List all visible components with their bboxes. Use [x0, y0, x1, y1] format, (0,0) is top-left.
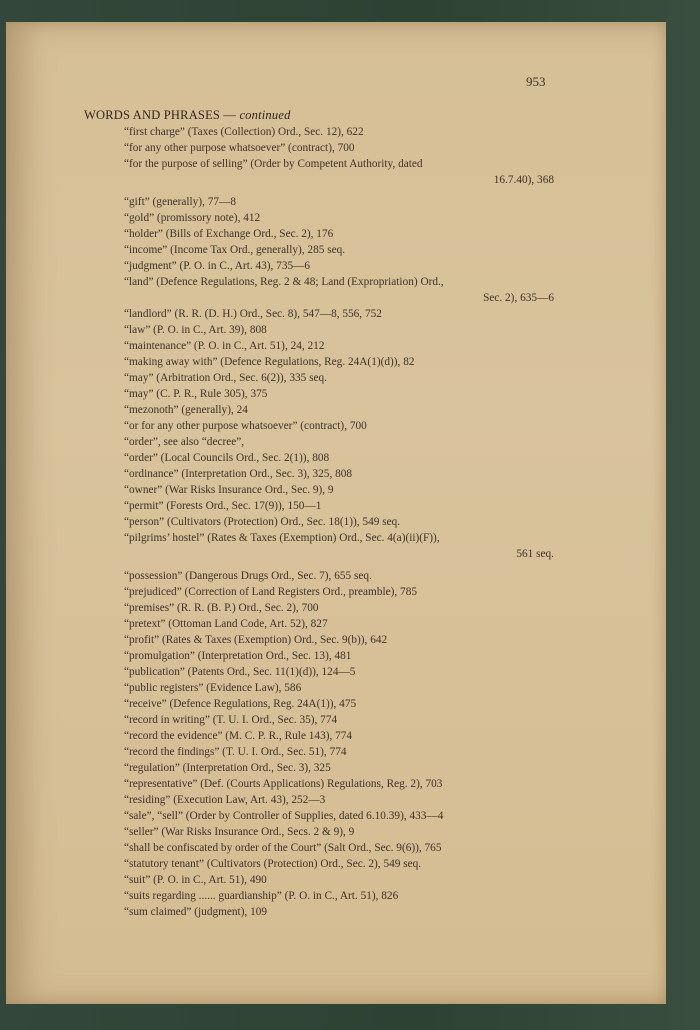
index-entry: “person” (Cultivators (Protection) Ord., Sec. 18(1)), 549 seq. — [124, 516, 401, 528]
index-entry: “order”, see also “decree”, — [124, 436, 245, 448]
index-entry-continuation: 561 seq. — [516, 548, 554, 560]
index-entry: “may” (Arbitration Ord., Sec. 6(2)), 335 seq. — [124, 372, 327, 384]
index-entry: “sum claimed” (judgment), 109 — [124, 906, 268, 918]
index-entry: “ordinance” (Interpretation Ord., Sec. 3), 325, 808 — [124, 468, 353, 480]
index-entry: “record the evidence” (M. C. P. R., Rule 143), 774 — [124, 730, 353, 742]
index-entry: “public registers” (Evidence Law), 586 — [124, 682, 302, 694]
index-entry: “regulation” (Interpretation Ord., Sec. 3), 325 — [124, 762, 331, 774]
index-entry: “promulgation” (Interpretation Ord., Sec. 13), 481 — [124, 650, 352, 662]
index-entry: “law” (P. O. in C., Art. 39), 808 — [124, 324, 267, 336]
index-entry: “prejudiced” (Correction of Land Registers Ord., preamble), 785 — [124, 586, 417, 598]
book-page — [6, 22, 666, 1004]
index-entries — [124, 124, 554, 920]
index-entry: “judgment” (P. O. in C., Art. 43), 735—6 — [124, 260, 311, 272]
index-entry: “premises” (R. R. (B. P.) Ord., Sec. 2), 700 — [124, 602, 319, 614]
index-entry: “suits regarding ...... guardianship” (P. O. in C., Art. 51), 826 — [124, 890, 399, 902]
index-entry: “income” (Income Tax Ord., generally), 285 seq. — [124, 244, 346, 256]
index-entry: “may” (C. P. R., Rule 305), 375 — [124, 388, 268, 400]
heading-separator: — — [220, 108, 240, 122]
index-entry: “publication” (Patents Ord., Sec. 11(1)(d)), 124—5 — [124, 666, 356, 678]
heading-continued: continued — [239, 108, 291, 122]
heading-title: WORDS AND PHRASES — [84, 108, 221, 122]
index-entry-continuation: 16.7.40), 368 — [493, 174, 554, 186]
index-entry: “possession” (Dangerous Drugs Ord., Sec. 7), 655 seq. — [124, 570, 372, 582]
index-entry: “making away with” (Defence Regulations, Reg. 24A(1)(d)), 82 — [124, 356, 415, 368]
index-entry: “sale”, “sell” (Order by Controller of Supplies, dated 6.10.39), 433—4 — [124, 810, 444, 822]
index-entry: “pretext” (Ottoman Land Code, Art. 52), 827 — [124, 618, 328, 630]
index-entry: “maintenance” (P. O. in C., Art. 51), 24, 212 — [124, 340, 325, 352]
index-entry: “record in writing” (T. U. I. Ord., Sec. 35), 774 — [124, 714, 338, 726]
index-entry: “for the purpose of selling” (Order by Competent Authority, dated — [124, 158, 423, 170]
index-entry: “order” (Local Councils Ord., Sec. 2(1)), 808 — [124, 452, 330, 464]
index-entry: “permit” (Forests Ord., Sec. 17(9)), 150—1 — [124, 500, 322, 512]
index-entry: “land” (Defence Regulations, Reg. 2 & 48; Land (Expropriation) Ord., — [124, 276, 444, 288]
index-entry: “suit” (P. O. in C., Art. 51), 490 — [124, 874, 267, 886]
index-entry: “for any other purpose whatsoever” (contract), 700 — [124, 142, 355, 154]
index-entry: “shall be confiscated by order of the Court” (Salt Ord., Sec. 9(6)), 765 — [124, 842, 442, 854]
index-entry: “owner” (War Risks Insurance Ord., Sec. 9), 9 — [124, 484, 334, 496]
index-entry: “statutory tenant” (Cultivators (Protection) Ord., Sec. 2), 549 seq. — [124, 858, 422, 870]
index-entry: “landlord” (R. R. (D. H.) Ord., Sec. 8), 547—8, 556, 752 — [124, 308, 382, 320]
index-entry: “gold” (promissory note), 412 — [124, 212, 261, 224]
section-heading — [84, 108, 291, 123]
index-entry: “residing” (Execution Law, Art. 43), 252—3 — [124, 794, 326, 806]
index-entry: “gift” (generally), 77—8 — [124, 196, 236, 208]
index-entry: “mezonoth” (generally), 24 — [124, 404, 248, 416]
index-entry: “holder” (Bills of Exchange Ord., Sec. 2), 176 — [124, 228, 334, 240]
index-entry: “receive” (Defence Regulations, Reg. 24A(1)), 475 — [124, 698, 357, 710]
index-entry: “or for any other purpose whatsoever” (contract), 700 — [124, 420, 367, 432]
index-entry: “representative” (Def. (Courts Applications) Regulations, Reg. 2), 703 — [124, 778, 443, 790]
index-entry: “pilgrims’ hostel” (Rates & Taxes (Exemption) Ord., Sec. 4(a)(ii)(F)), — [124, 532, 440, 544]
index-entry-continuation: Sec. 2), 635—6 — [483, 292, 554, 304]
index-entry: “profit” (Rates & Taxes (Exemption) Ord., Sec. 9(b)), 642 — [124, 634, 388, 646]
page-number: 953 — [526, 74, 546, 89]
index-entry: “first charge” (Taxes (Collection) Ord., Sec. 12), 622 — [124, 126, 364, 138]
index-entry: “record the findings” (T. U. I. Ord., Sec. 51), 774 — [124, 746, 347, 758]
index-entry: “seller” (War Risks Insurance Ord., Secs. 2 & 9), 9 — [124, 826, 355, 838]
